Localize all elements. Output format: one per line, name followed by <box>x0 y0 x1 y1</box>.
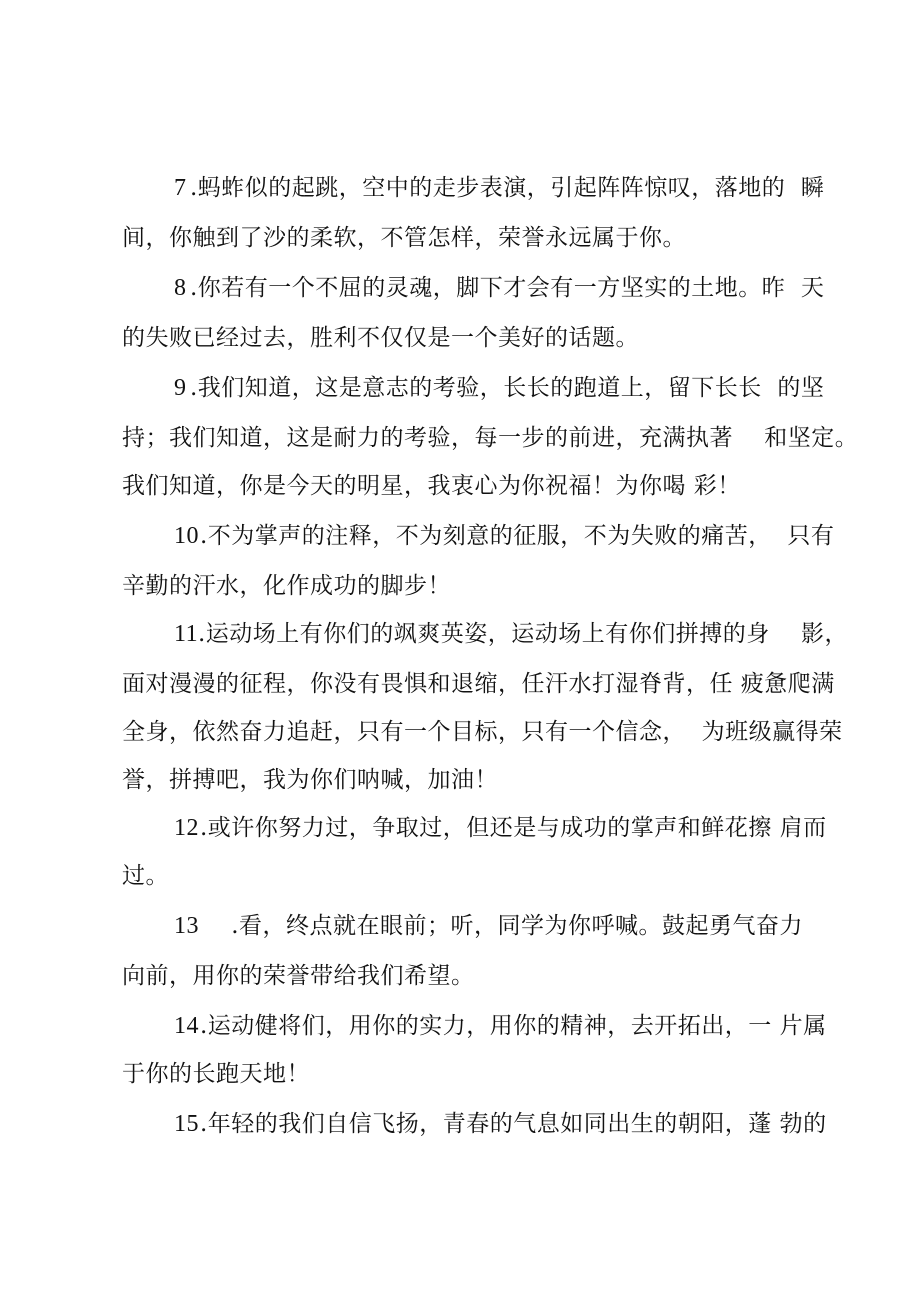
paragraph-text: 向前，用你的荣誉带给我们希望。 <box>122 963 475 989</box>
paragraph-text: 于你的长跑天地！ <box>122 1061 310 1087</box>
paragraph-10-line-2 <box>0 566 920 606</box>
item-number: 15 <box>174 1111 199 1137</box>
paragraph-14-line-2 <box>0 1054 920 1094</box>
paragraph-15-line-1 <box>0 1104 920 1144</box>
paragraph-text: 的失败已经过去，胜利不仅仅是一个美好的话题。 <box>122 325 639 351</box>
paragraph-8-line-2 <box>0 318 920 358</box>
item-number: 10 <box>174 523 199 549</box>
paragraph-text: 面对漫漫的征程，你没有畏惧和退缩，任汗水打湿脊背，任 疲惫爬满 <box>122 671 835 697</box>
paragraph-text: .不为掌声的注释，不为刻意的征服，不为失败的痛苦， 只有 <box>200 523 835 549</box>
paragraph-11-line-2 <box>0 664 920 704</box>
paragraph-9-line-1 <box>0 368 920 408</box>
paragraph-13-line-2 <box>0 956 920 996</box>
paragraph-text: .看，终点就在眼前；听，同学为你呼喊。鼓起勇气奋力 <box>200 913 804 939</box>
paragraph-text: .你若有一个不屈的灵魂，脚下才会有一方坚实的土地。昨 天 <box>190 275 825 301</box>
paragraph-text: .运动场上有你们的飒爽英姿，运动场上有你们拼搏的身 影， <box>198 621 849 647</box>
paragraph-text: .运动健将们，用你的实力，用你的精神，去开拓出，一 片属 <box>200 1013 827 1039</box>
paragraph-12-line-1 <box>0 808 920 848</box>
paragraph-14-line-1 <box>0 1006 920 1046</box>
paragraph-9-line-3 <box>0 466 920 506</box>
paragraph-text: 辛勤的汗水，化作成功的脚步！ <box>122 573 451 599</box>
paragraph-7-line-1 <box>0 168 920 208</box>
paragraph-text: .我们知道，这是意志的考验，长长的跑道上，留下长长 的坚 <box>190 375 825 401</box>
paragraph-text: 过。 <box>122 863 169 889</box>
item-number: 7 <box>174 175 187 201</box>
paragraph-text: 持；我们知道，这是耐力的考验，每一步的前进，充满执著 和坚定。 <box>122 425 859 451</box>
paragraph-text: .年轻的我们自信飞扬，青春的气息如同出生的朝阳，蓬 勃的 <box>200 1111 827 1137</box>
paragraph-11-line-1 <box>0 614 920 654</box>
item-number: 14 <box>174 1013 199 1039</box>
paragraph-text: 间，你触到了沙的柔软，不管怎样，荣誉永远属于你。 <box>122 225 686 251</box>
paragraph-11-line-4 <box>0 760 920 800</box>
paragraph-8-line-1 <box>0 268 920 308</box>
paragraph-text: .蚂蚱似的起跳，空中的走步表演，引起阵阵惊叹，落地的 瞬 <box>190 175 825 201</box>
item-number: 9 <box>174 375 187 401</box>
paragraph-12-line-2 <box>0 856 920 896</box>
paragraph-10-line-1 <box>0 516 920 556</box>
paragraph-text: 我们知道，你是今天的明星，我衷心为你祝福！为你喝 彩！ <box>122 473 741 499</box>
item-number: 8 <box>174 275 187 301</box>
paragraph-13-line-1 <box>0 906 920 946</box>
item-number: 11 <box>174 621 199 647</box>
paragraph-text: .或许你努力过，争取过，但还是与成功的掌声和鲜花擦 肩而 <box>200 815 827 841</box>
paragraph-11-line-3 <box>0 712 920 752</box>
paragraph-text: 誉，拼搏吧，我为你们呐喊，加油！ <box>122 767 498 793</box>
item-number: 13 <box>174 913 199 939</box>
paragraph-7-line-2 <box>0 218 920 258</box>
paragraph-text: 全身，依然奋力追赶，只有一个目标，只有一个信念， 为班级赢得荣 <box>122 719 843 745</box>
item-number: 12 <box>174 815 199 841</box>
paragraph-9-line-2 <box>0 418 920 458</box>
